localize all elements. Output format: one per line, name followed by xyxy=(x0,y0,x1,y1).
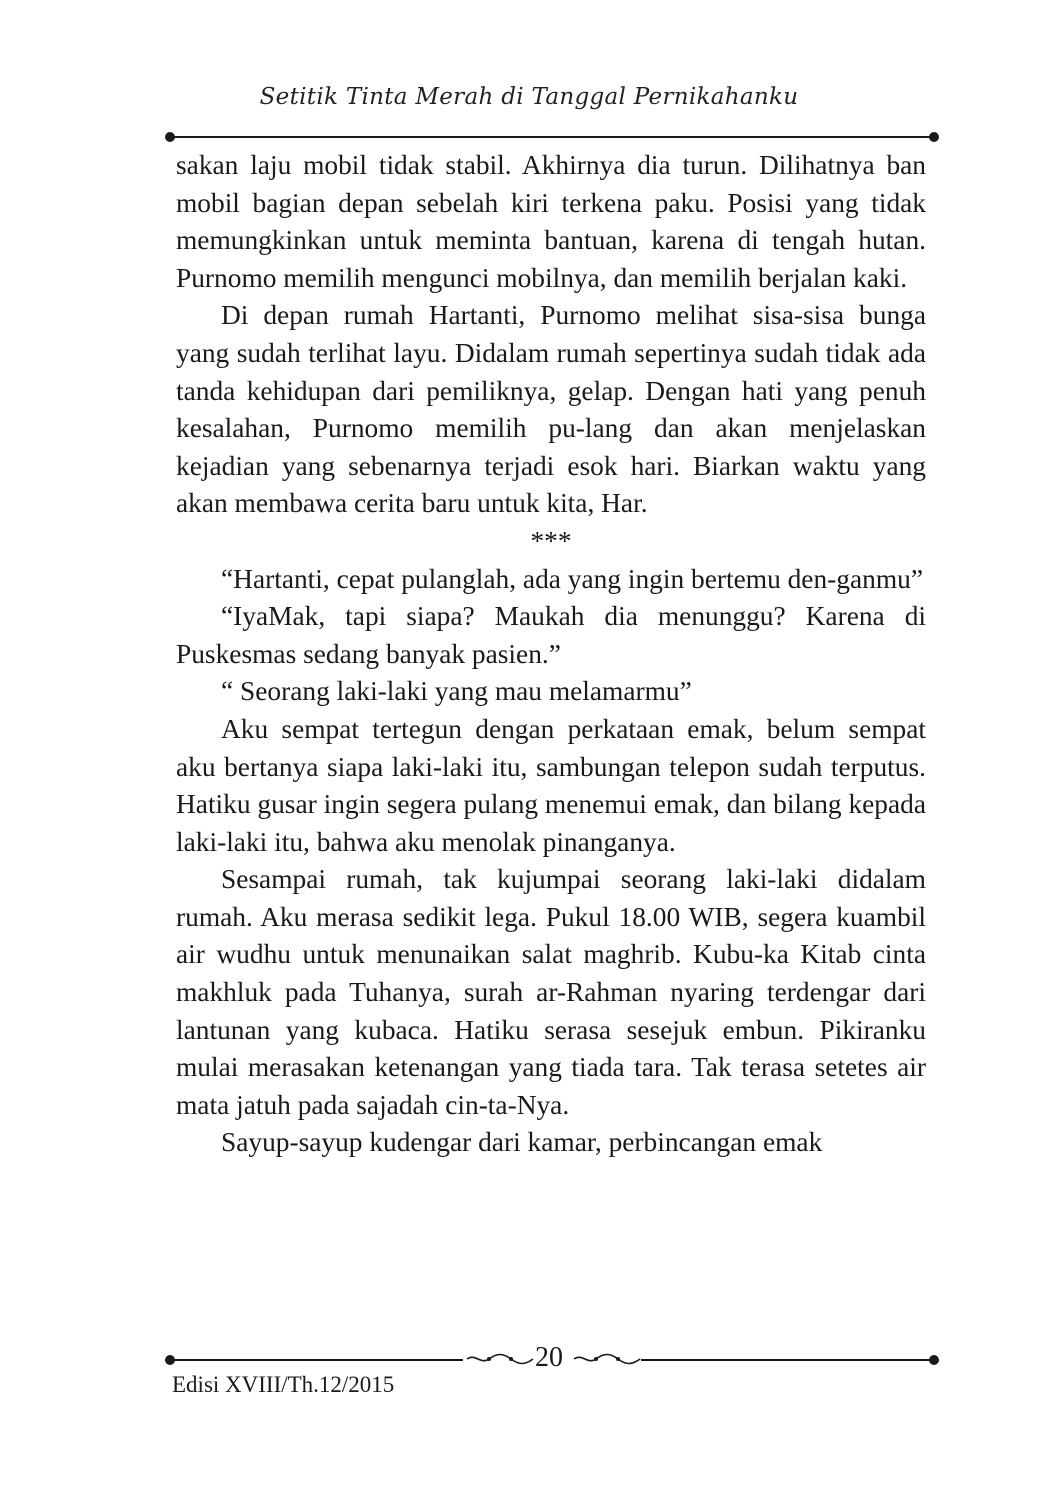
paragraph-1: sakan laju mobil tidak stabil. Akhirnya dia turun. Dilihatnya ban mobil bagian depan sebelah kiri terkena paku. Posisi yang tidak memungkinkan untuk meminta bantuan, karena di tengah hutan. Purnomo memilih mengunci mobilnya, dan memilih berjalan kaki. xyxy=(176,150,926,293)
paragraph-5: “ Seorang laki-laki yang mau melamarmu” xyxy=(221,676,692,707)
divider-dot-right xyxy=(929,132,939,142)
divider-dot-left xyxy=(165,132,175,142)
header-divider xyxy=(168,136,936,138)
paragraph-8: Sayup-sayup kudengar dari kamar, perbincangan emak xyxy=(221,1127,823,1158)
paragraph-6: Aku sempat tertegun dengan perkataan emak, belum sempat aku bertanya siapa laki-laki itu, sambungan telepon sudah terputus. Hatiku gusar ingin segera pulang menemui emak, dan bilang kepada laki-laki itu, bahwa aku menolak pinanganya. xyxy=(176,713,926,857)
footer-line-left xyxy=(168,1359,463,1361)
edition-label: Edisi XVIII/Th.12/2015 xyxy=(172,1372,395,1397)
flourish-right-icon xyxy=(572,1349,642,1369)
footer-dot-right xyxy=(929,1355,939,1365)
page-number: 20 xyxy=(535,1342,563,1373)
footer-dot-left xyxy=(165,1355,175,1365)
footer-line-right xyxy=(641,1359,936,1361)
paragraph-2: Di depan rumah Hartanti, Purnomo melihat sisa-sisa bunga yang sudah terlihat layu. Didalam rumah sepertinya sudah tidak ada tanda kehidupan dari pemiliknya, gelap. Dengan hati yang penuh kesalahan, Purnomo memilih pu-lang dan akan menjelaskan kejadian yang sebenarnya terjadi esok hari. Biarkan waktu yang akan membawa cerita baru untuk kita, Har. xyxy=(176,300,926,519)
running-title: Setitik Tinta Merah di Tanggal Pernikahanku xyxy=(259,84,799,110)
paragraph-3: “Hartanti, cepat pulanglah, ada yang ingin bertemu den-ganmu” xyxy=(221,563,923,594)
paragraph-4: “IyaMak, tapi siapa? Maukah dia menunggu? Karena di Puskesmas sedang banyak pasien.” xyxy=(176,601,926,669)
paragraph-7: Sesampai rumah, tak kujumpai seorang laki-laki didalam rumah. Aku merasa sedikit lega. Pukul 18.00 WIB, segera kuambil air wudhu untuk menunaikan salat maghrib. Kubu-ka Kitab cinta makhluk pada Tuhanya, surah ar-Rahman nyaring terdengar dari lantunan yang kubaca. Hatiku serasa sesejuk embun. Pikiranku mulai merasakan ketenangan yang tiada tara. Tak terasa setetes air mata jatuh pada sajadah cin-ta-Nya. xyxy=(176,864,926,1120)
scene-break: *** xyxy=(530,525,572,556)
body-text xyxy=(176,147,926,1162)
